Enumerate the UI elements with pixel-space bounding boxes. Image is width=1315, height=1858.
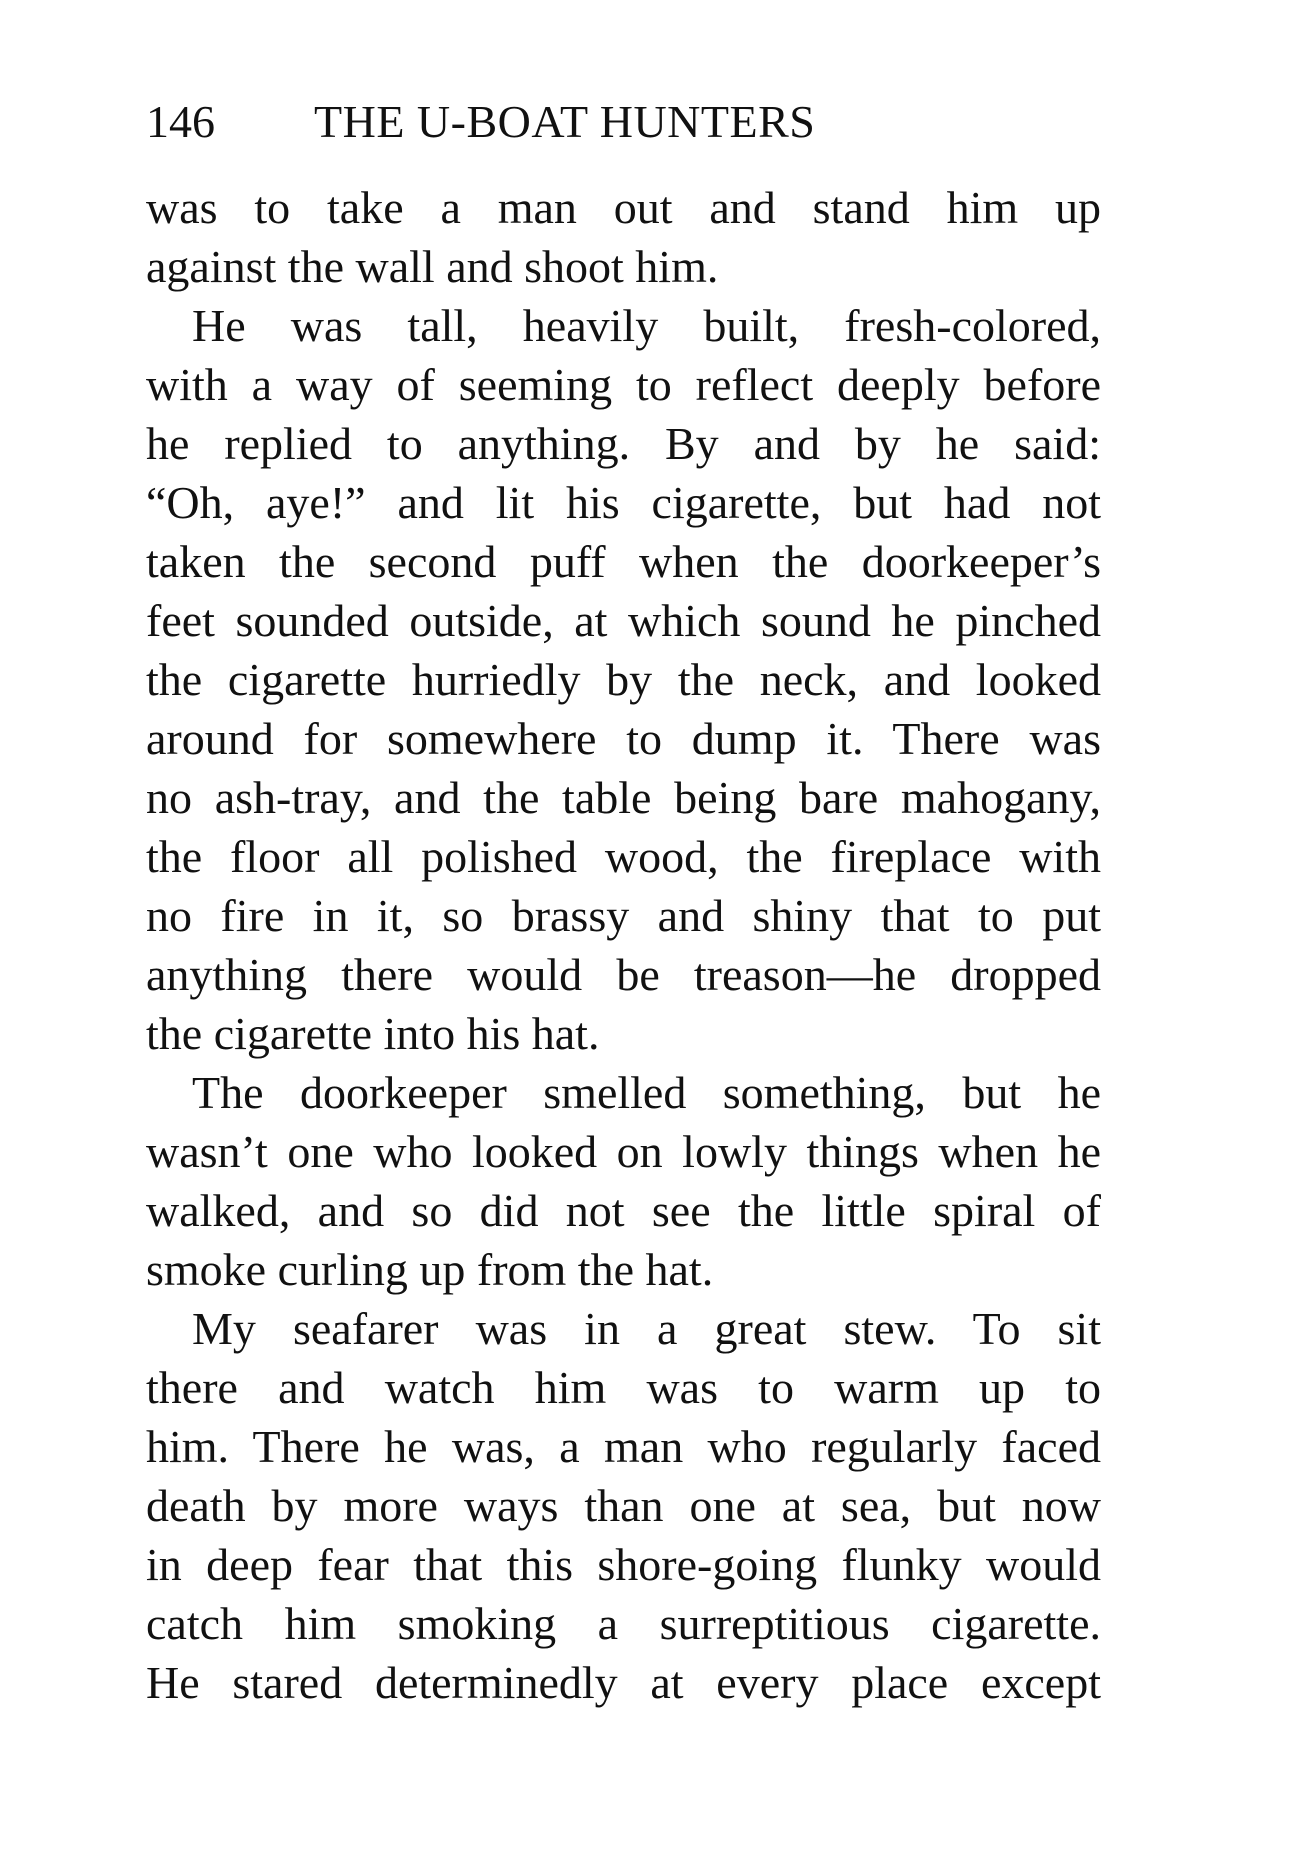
- text-line: the cigarette into his hat.: [146, 1008, 600, 1059]
- running-title: THE U-BOAT HUNTERS: [314, 96, 816, 147]
- text-line: the floor all polished wood, the fireplace with: [146, 831, 1101, 882]
- text-line: no ash-tray, and the table being bare mahogany,: [146, 772, 1101, 823]
- text-line: with a way of seeming to reflect deeply before: [146, 359, 1101, 410]
- text-line: around for somewhere to dump it. There was: [146, 713, 1101, 764]
- body-text: [146, 178, 1101, 1712]
- text-line: in deep fear that this shore-going flunky would: [146, 1539, 1101, 1590]
- text-line: against the wall and shoot him.: [146, 241, 719, 292]
- text-line: the cigarette hurriedly by the neck, and looked: [146, 654, 1101, 705]
- text-line: He stared determinedly at every place except: [146, 1657, 1101, 1708]
- text-line: smoke curling up from the hat.: [146, 1244, 714, 1295]
- text-line: he replied to anything. By and by he said:: [146, 418, 1101, 469]
- running-head: [146, 92, 1106, 152]
- text-line: anything there would be treason—he dropped: [146, 949, 1101, 1000]
- text-line: there and watch him was to warm up to: [146, 1362, 1101, 1413]
- text-line: walked, and so did not see the little spiral of: [146, 1185, 1101, 1236]
- text-line: “Oh, aye!” and lit his cigarette, but had not: [146, 477, 1101, 528]
- text-line: feet sounded outside, at which sound he pinched: [146, 595, 1101, 646]
- text-line: wasn’t one who looked on lowly things when he: [146, 1126, 1101, 1177]
- text-line: no fire in it, so brassy and shiny that to put: [146, 890, 1101, 941]
- text-line: He was tall, heavily built, fresh-colored,: [192, 300, 1101, 351]
- text-line: The doorkeeper smelled something, but he: [192, 1067, 1101, 1118]
- text-line: him. There he was, a man who regularly faced: [146, 1421, 1101, 1472]
- text-line: catch him smoking a surreptitious cigarette.: [146, 1598, 1101, 1649]
- text-line: My seafarer was in a great stew. To sit: [192, 1303, 1101, 1354]
- page-number: 146: [146, 96, 215, 147]
- text-line: was to take a man out and stand him up: [146, 182, 1101, 233]
- text-line: death by more ways than one at sea, but now: [146, 1480, 1101, 1531]
- text-line: taken the second puff when the doorkeeper’s: [146, 536, 1101, 587]
